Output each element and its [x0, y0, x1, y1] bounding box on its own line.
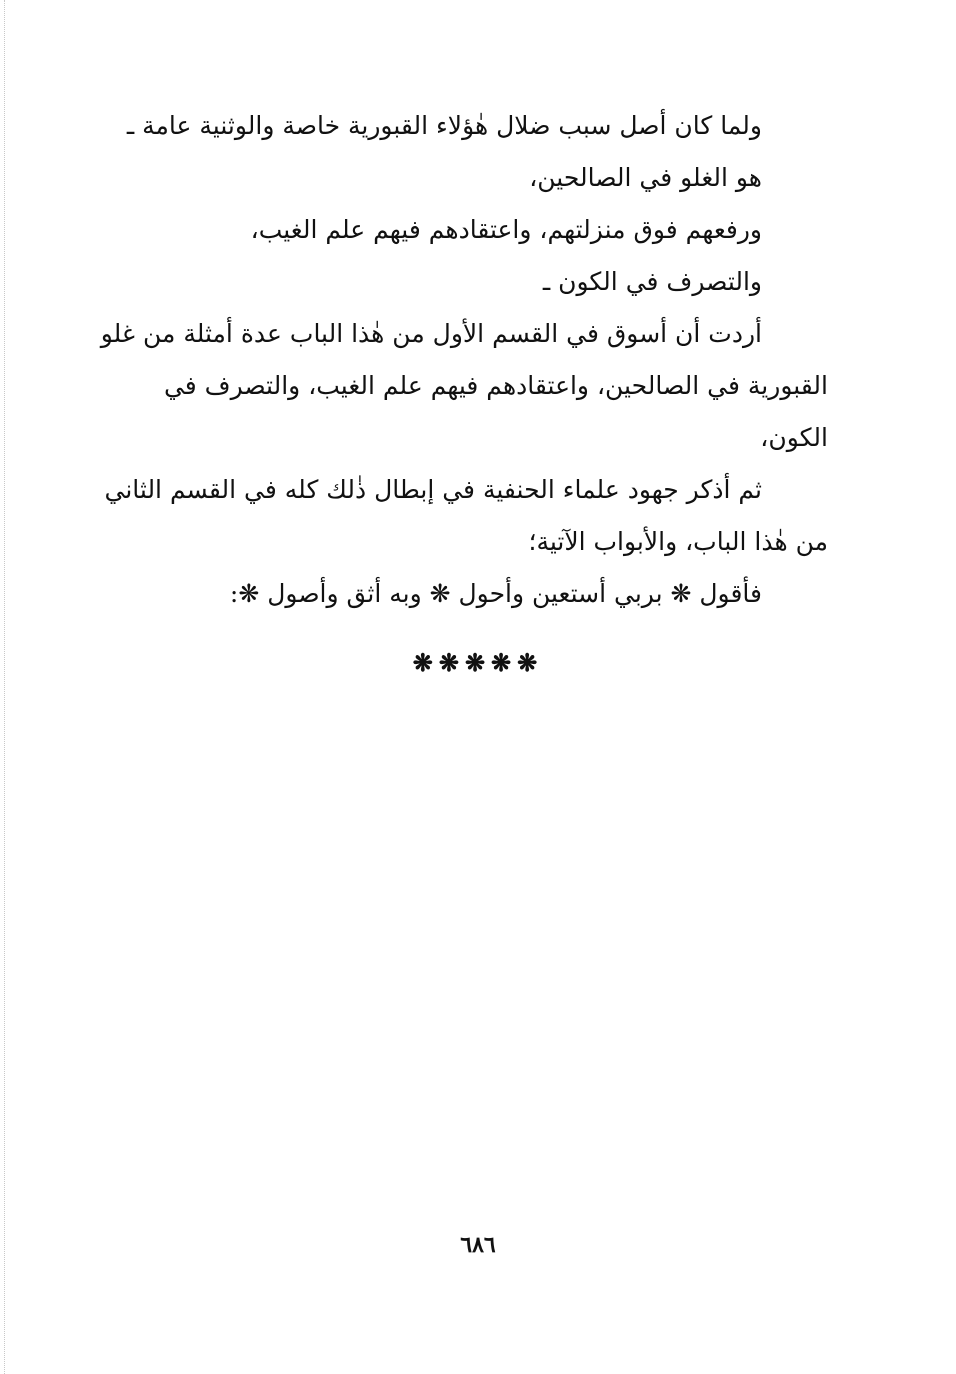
paragraph-2-line-3: الكون،	[760, 423, 828, 452]
paragraph-1-line-2: هو الغلو في الصالحين،	[529, 163, 762, 192]
paragraph-3-line-2: من هٰذا الباب، والأبواب الآتية؛	[528, 527, 828, 556]
paragraph-4-line-1: فأقول ❋ بربي أستعين وأحول ❋ وبه أثق وأصول ❋:	[229, 579, 762, 608]
scan-page-edge	[4, 0, 6, 1374]
main-text	[100, 100, 828, 620]
paragraph-1-line-1: ولما كان أصل سبب ضلال هٰؤلاء القبورية خاصة والوثنية عامة ـ	[126, 111, 762, 140]
section-separator: ❋❋❋❋❋	[412, 648, 544, 677]
paragraph-2-line-1: أردت أن أسوق في القسم الأول من هٰذا الباب عدة أمثلة من غلو	[100, 319, 762, 348]
page-number: ٦٨٦	[460, 1232, 496, 1258]
paragraph-1-line-4: والتصرف في الكون ـ	[542, 267, 762, 296]
paragraph-1-line-3: ورفعهم فوق منزلتهم، واعتقادهم فيهم علم الغيب،	[250, 215, 762, 244]
paragraph-3-line-1: ثم أذكر جهود علماء الحنفية في إبطال ذٰلك كله في القسم الثاني	[104, 475, 762, 504]
paragraph-2-line-2: القبورية في الصالحين، واعتقادهم فيهم علم الغيب، والتصرف في	[163, 371, 828, 400]
